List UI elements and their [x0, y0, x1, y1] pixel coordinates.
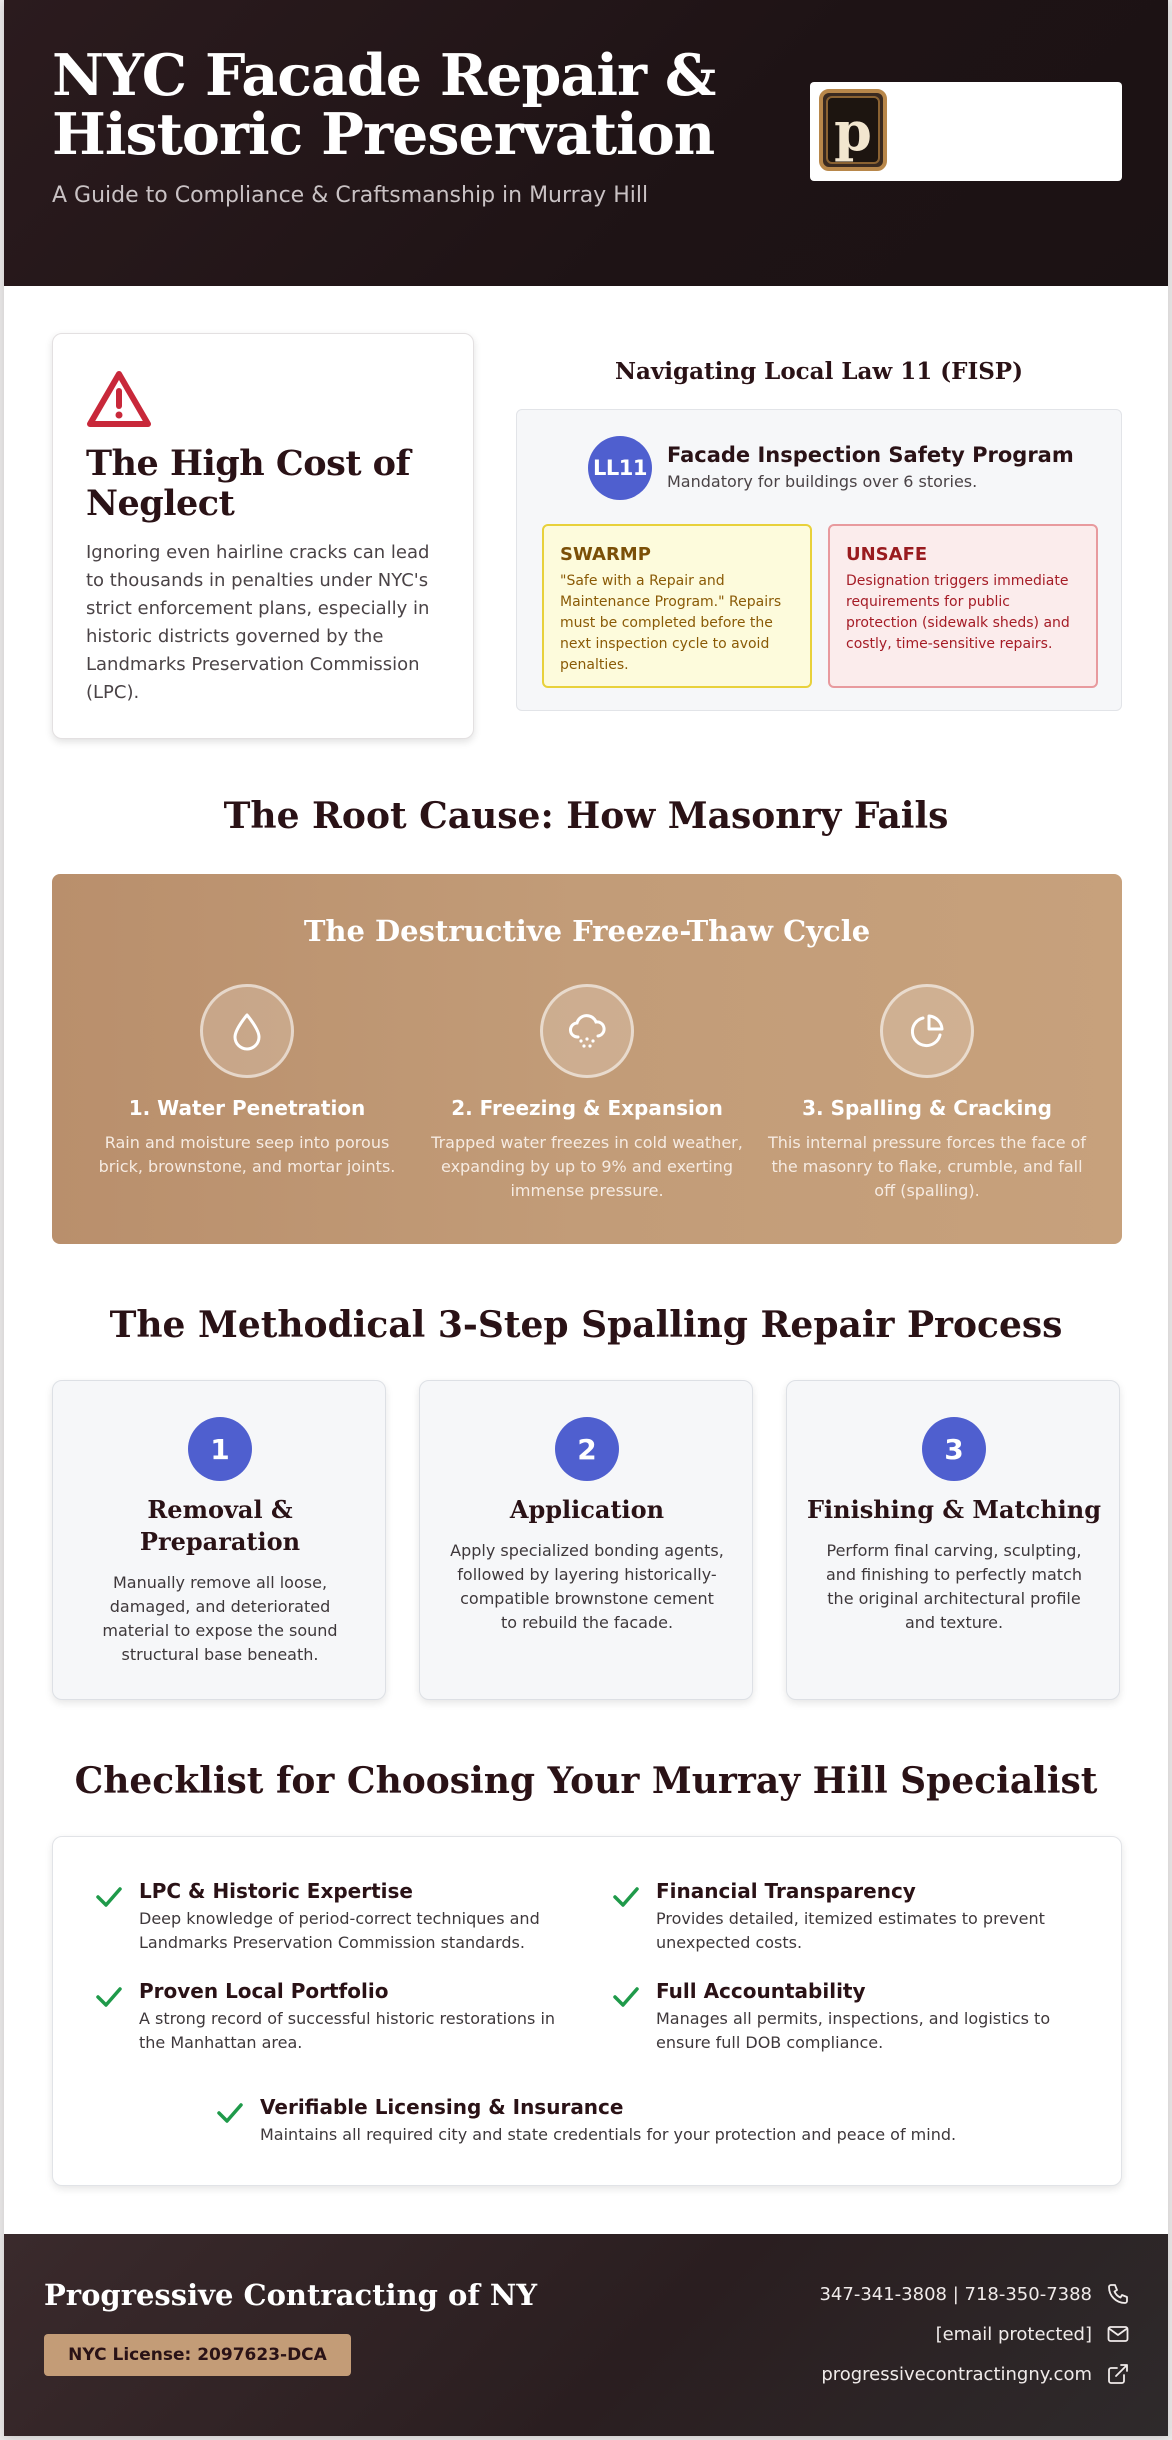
phone-icon [1106, 2282, 1130, 2306]
checklist-item-desc: Provides detailed, itemized estimates to prevent unexpected costs. [656, 1909, 1045, 1952]
contact-phone[interactable] [819, 2280, 1130, 2308]
step-number: 3 [922, 1417, 986, 1481]
checklist-item-desc: Manages all permits, inspections, and logistics to ensure full DOB compliance. [656, 2009, 1051, 2052]
header [4, 0, 1168, 286]
fisp-heading: Navigating Local Law 11 (FISP) [614, 358, 1023, 385]
stage-icon-circle [880, 984, 974, 1078]
contact-email[interactable] [936, 2320, 1130, 2348]
step-card-finishing [786, 1380, 1120, 1700]
checklist-item-desc: Maintains all required city and state credentials for your protection and peace of mind. [260, 2125, 957, 2144]
stage-body: Trapped water freezes in cold weather, expanding by up to 9% and exerting immense pressure. [431, 1133, 743, 1200]
pie-chart-icon [907, 1011, 947, 1051]
stage-icon-circle [200, 984, 294, 1078]
process-heading: The Methodical 3-Step Spalling Repair Process [109, 1304, 1063, 1346]
warning-triangle-icon [86, 369, 152, 429]
website-link[interactable]: progressivecontractingny.com [821, 2363, 1092, 2385]
stage-freezing-expansion [417, 984, 757, 1224]
ll11-badge: LL11 [588, 436, 652, 500]
checkmark-icon [95, 1885, 123, 1909]
external-link-icon [1106, 2362, 1130, 2386]
page [4, 0, 1168, 2436]
unsafe-box [828, 524, 1098, 688]
checklist-item-title: Financial Transparency [656, 1879, 916, 1903]
unsafe-body: Designation triggers immediate requirements for public protection (sidewalk sheds) and costly, time-sensitive repairs. [846, 573, 1070, 652]
checkmark-icon [95, 1985, 123, 2009]
email-address[interactable]: [email protected] [935, 2323, 1092, 2345]
step-body: Manually remove all loose, damaged, and deteriorated material to expose the sound structural base beneath. [102, 1573, 338, 1664]
stage-body: This internal pressure forces the face of the masonry to flake, crumble, and fall off (spalling). [767, 1133, 1087, 1200]
checkmark-icon [216, 2101, 244, 2125]
phone-numbers[interactable]: 347-341-3808 | 718-350-7388 [819, 2283, 1092, 2305]
checklist-item-title: Full Accountability [656, 1979, 866, 2003]
step-body: Apply specialized bonding agents, followed by layering historically-compatible brownstone cement to rebuild the facade. [450, 1541, 724, 1632]
checkmark-icon [612, 1885, 640, 1909]
checklist-item-title: Proven Local Portfolio [139, 1979, 389, 2003]
mail-icon [1106, 2322, 1130, 2346]
svg-text:p: p [834, 99, 872, 163]
fisp-description: Mandatory for buildings over 6 stories. [667, 472, 978, 491]
checklist-item-title: Verifiable Licensing & Insurance [260, 2095, 624, 2119]
checklist-item-desc: Deep knowledge of period-correct techniques and Landmarks Preservation Commission standards. [139, 1909, 540, 1952]
root-cause-heading: The Root Cause: How Masonry Fails [223, 795, 949, 837]
step-card-removal [52, 1380, 386, 1700]
stage-body: Rain and moisture seep into porous brick, brownstone, and mortar joints. [98, 1133, 396, 1176]
footer-company-name: Progressive Contracting of NY [44, 2278, 538, 2312]
neglect-card [52, 333, 474, 739]
step-title: Finishing & Matching [806, 1495, 1102, 1524]
checklist-item-title: LPC & Historic Expertise [139, 1879, 413, 1903]
stage-icon-circle [540, 984, 634, 1078]
fisp-panel [516, 409, 1122, 711]
license-badge: NYC License: 2097623-DCA [44, 2334, 351, 2376]
fisp-title: Facade Inspection Safety Program [667, 443, 1074, 467]
contact-website[interactable] [821, 2360, 1130, 2388]
cloud-snow-icon [567, 1011, 607, 1051]
neglect-title: The High Cost of Neglect [86, 443, 411, 524]
neglect-body: Ignoring even hairline cracks can lead to thousands in penalties under NYC's strict enforcement plans, especially in historic districts governed by the Landmarks Preservation Commission (LPC). [86, 542, 430, 703]
checklist-heading: Checklist for Choosing Your Murray Hill Specialist [74, 1760, 1098, 1802]
stage-spalling-cracking [757, 984, 1097, 1224]
stage-title: 2. Freezing & Expansion [451, 1096, 723, 1120]
swarmp-body: "Safe with a Repair and Maintenance Program." Repairs must be completed before the next inspection cycle to avoid penalties. [560, 573, 782, 673]
freeze-thaw-title: The Destructive Freeze-Thaw Cycle [303, 914, 871, 948]
swarmp-box [542, 524, 812, 688]
droplet-icon [227, 1011, 267, 1051]
stage-title: 1. Water Penetration [128, 1096, 366, 1120]
unsafe-title: UNSAFE [846, 544, 928, 565]
company-logo [810, 82, 1122, 181]
checklist-item-desc: A strong record of successful historic restorations in the Manhattan area. [139, 2009, 556, 2052]
checkmark-icon [612, 1985, 640, 2009]
step-card-application [419, 1380, 753, 1700]
stage-title: 3. Spalling & Cracking [802, 1096, 1052, 1120]
page-subtitle: A Guide to Compliance & Craftsmanship in Murray Hill [52, 183, 649, 208]
stage-water-penetration [77, 984, 417, 1224]
logo-p-icon [818, 88, 888, 172]
freeze-thaw-panel [52, 874, 1122, 1244]
step-body: Perform final carving, sculpting, and finishing to perfectly match the original architectural profile and texture. [825, 1541, 1083, 1632]
footer [4, 2234, 1168, 2436]
page-title: NYC Facade Repair & Historic Preservation [52, 42, 716, 168]
step-number: 2 [555, 1417, 619, 1481]
checklist-panel [52, 1836, 1122, 2186]
step-title: Removal & Preparation [139, 1495, 301, 1556]
step-title: Application [509, 1495, 665, 1524]
swarmp-title: SWARMP [560, 544, 651, 565]
step-number: 1 [188, 1417, 252, 1481]
